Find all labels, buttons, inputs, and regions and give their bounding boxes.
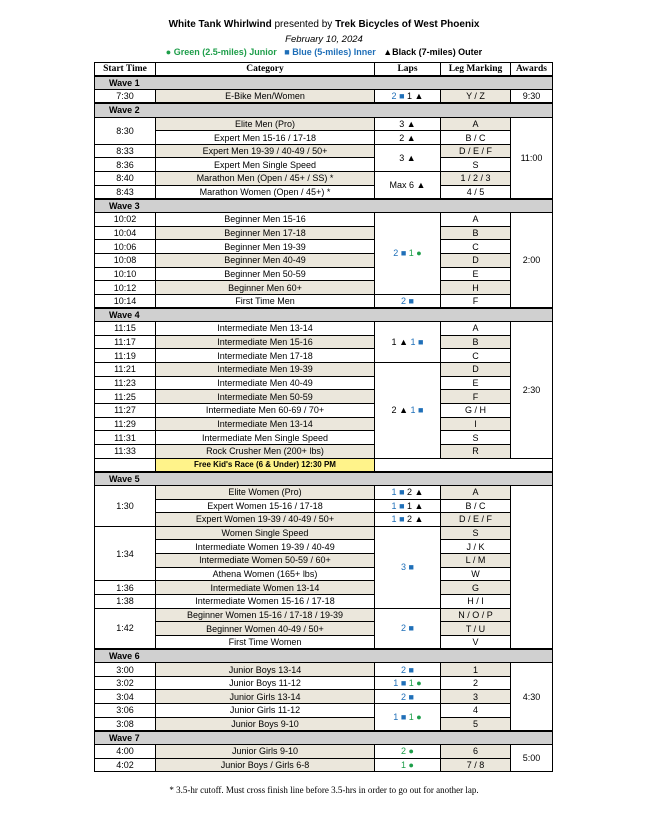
category: Beginner Women 15-16 / 17-18 / 19-39	[156, 608, 375, 622]
schedule-row	[95, 376, 553, 390]
schedule-row	[95, 526, 553, 540]
laps: 1 ■ 2 ▲	[375, 513, 441, 527]
schedule-row	[95, 758, 553, 772]
leg-marking: 1	[441, 663, 511, 677]
category: Beginner Men 17-18	[156, 226, 375, 240]
category: Beginner Men 19-39	[156, 240, 375, 254]
schedule-row	[95, 90, 553, 104]
leg-marking: H / I	[441, 594, 511, 608]
laps: Max 6 ▲	[375, 172, 441, 199]
start-time: 11:27	[95, 404, 156, 418]
schedule-row	[95, 499, 553, 513]
schedule-row	[95, 267, 553, 281]
schedule-row	[95, 158, 553, 172]
course-legend	[0, 47, 648, 57]
leg-marking: B / C	[441, 131, 511, 145]
laps: 2 ■	[375, 690, 441, 704]
start-time: 10:12	[95, 281, 156, 295]
category: Junior Boys 9-10	[156, 717, 375, 731]
leg-marking: V	[441, 635, 511, 649]
leg-marking: Y / Z	[441, 90, 511, 104]
leg-marking: 6	[441, 745, 511, 759]
schedule-row	[95, 363, 553, 377]
schedule-row	[95, 131, 553, 145]
category: Elite Men (Pro)	[156, 117, 375, 131]
event-date: February 10, 2024	[285, 34, 363, 45]
wave-row	[95, 472, 553, 486]
category: Rock Crusher Men (200+ lbs)	[156, 444, 375, 458]
wave-label: Wave 5	[95, 472, 553, 486]
leg-marking: 2	[441, 676, 511, 690]
legend-green: ● Green (2.5-miles) Junior	[165, 47, 277, 57]
schedule-row	[95, 745, 553, 759]
schedule-row	[95, 444, 553, 458]
start-time: 7:30	[95, 90, 156, 104]
laps: 2 ■	[375, 294, 441, 308]
schedule-row	[95, 554, 553, 568]
leg-marking: F	[441, 390, 511, 404]
start-time: 11:17	[95, 335, 156, 349]
wave-label: Wave 7	[95, 731, 553, 745]
laps: 2 ■ 1 ▲	[375, 90, 441, 104]
awards-time: 2:30	[511, 322, 553, 458]
schedule-row	[95, 226, 553, 240]
laps: 2 ●	[375, 745, 441, 759]
start-time: 3:04	[95, 690, 156, 704]
schedule-row	[95, 172, 553, 186]
wave-label: Wave 2	[95, 103, 553, 117]
wave-label: Wave 4	[95, 308, 553, 322]
laps: 2 ■	[375, 608, 441, 649]
category: Elite Women (Pro)	[156, 485, 375, 499]
category: Intermediate Women 50-59 / 60+	[156, 554, 375, 568]
leg-marking: G / H	[441, 404, 511, 418]
leg-marking: D	[441, 253, 511, 267]
kids-race-label: Free Kid's Race (6 & Under) 12:30 PM	[156, 458, 375, 472]
start-time: 10:06	[95, 240, 156, 254]
wave-row	[95, 731, 553, 745]
column-header: Category	[156, 63, 375, 77]
start-time: 3:08	[95, 717, 156, 731]
leg-marking: 3	[441, 690, 511, 704]
category: Junior Girls 13-14	[156, 690, 375, 704]
category: Intermediate Men 50-59	[156, 390, 375, 404]
start-time: 8:30	[95, 117, 156, 144]
leg-marking: A	[441, 485, 511, 499]
schedule-row	[95, 635, 553, 649]
laps: 1 ●	[375, 758, 441, 772]
laps: 1 ■ 2 ▲	[375, 485, 441, 499]
leg-marking: 5	[441, 717, 511, 731]
laps: 2 ■	[375, 663, 441, 677]
leg-marking: S	[441, 158, 511, 172]
schedule-row	[95, 594, 553, 608]
start-time: 11:25	[95, 390, 156, 404]
leg-marking: 4	[441, 704, 511, 718]
leg-marking: C	[441, 240, 511, 254]
start-time: 10:08	[95, 253, 156, 267]
start-time: 10:10	[95, 267, 156, 281]
leg-marking: L / M	[441, 554, 511, 568]
schedule-row	[95, 485, 553, 499]
schedule-row	[95, 704, 553, 718]
start-time: 11:19	[95, 349, 156, 363]
leg-marking: 4 / 5	[441, 185, 511, 199]
leg-marking: I	[441, 417, 511, 431]
event-name: White Tank Whirlwind	[168, 19, 272, 30]
category: Intermediate Men 13-14	[156, 417, 375, 431]
leg-marking: A	[441, 322, 511, 336]
category: Beginner Men 60+	[156, 281, 375, 295]
category: First Time Men	[156, 294, 375, 308]
schedule-row	[95, 404, 553, 418]
schedule-row	[95, 676, 553, 690]
category: Expert Men Single Speed	[156, 158, 375, 172]
sponsor-name: Trek Bicycles of West Phoenix	[335, 19, 480, 30]
column-header: Awards	[511, 63, 553, 77]
schedule-row	[95, 581, 553, 595]
leg-marking: D	[441, 363, 511, 377]
leg-marking: T / U	[441, 622, 511, 636]
start-time: 11:23	[95, 376, 156, 390]
wave-label: Wave 1	[95, 76, 553, 90]
category: Athena Women (165+ lbs)	[156, 567, 375, 581]
category: Beginner Men 15-16	[156, 213, 375, 227]
category: Intermediate Men 15-16	[156, 335, 375, 349]
leg-marking: J / K	[441, 540, 511, 554]
category: Expert Women 15-16 / 17-18	[156, 499, 375, 513]
leg-marking: E	[441, 376, 511, 390]
category: Marathon Women (Open / 45+) *	[156, 185, 375, 199]
start-time: 10:02	[95, 213, 156, 227]
start-time: 11:21	[95, 363, 156, 377]
category: Expert Men 15-16 / 17-18	[156, 131, 375, 145]
laps: 2 ▲ 1 ■	[375, 363, 441, 458]
laps: 3 ■	[375, 526, 441, 608]
schedule-row	[95, 335, 553, 349]
category: Beginner Men 50-59	[156, 267, 375, 281]
leg-marking: A	[441, 117, 511, 131]
schedule-row	[95, 117, 553, 131]
laps: 3 ▲	[375, 117, 441, 131]
leg-marking: E	[441, 267, 511, 281]
wave-row	[95, 76, 553, 90]
header-row	[95, 63, 553, 77]
leg-marking: D / E / F	[441, 513, 511, 527]
schedule-row	[95, 213, 553, 227]
schedule-row	[95, 608, 553, 622]
awards-time: 4:30	[511, 663, 553, 731]
wave-label: Wave 6	[95, 649, 553, 663]
category: E-Bike Men/Women	[156, 90, 375, 104]
schedule-row	[95, 690, 553, 704]
schedule-row	[95, 349, 553, 363]
wave-row	[95, 308, 553, 322]
legend-blue: ■ Blue (5-miles) Inner	[284, 47, 376, 57]
category: First Time Women	[156, 635, 375, 649]
category: Beginner Women 40-49 / 50+	[156, 622, 375, 636]
start-time: 10:04	[95, 226, 156, 240]
start-time: 11:31	[95, 431, 156, 445]
category: Junior Boys / Girls 6-8	[156, 758, 375, 772]
start-time: 3:02	[95, 676, 156, 690]
schedule-row	[95, 253, 553, 267]
category: Intermediate Men 13-14	[156, 322, 375, 336]
start-time: 4:02	[95, 758, 156, 772]
start-time: 11:33	[95, 444, 156, 458]
leg-marking: 7 / 8	[441, 758, 511, 772]
start-time: 11:29	[95, 417, 156, 431]
wave-row	[95, 103, 553, 117]
wave-row	[95, 199, 553, 213]
wave-row	[95, 649, 553, 663]
category: Intermediate Men 40-49	[156, 376, 375, 390]
category: Intermediate Men 60-69 / 70+	[156, 404, 375, 418]
kids-race-row	[95, 458, 553, 472]
category: Marathon Men (Open / 45+ / SS) *	[156, 172, 375, 186]
laps: 1 ■ 1 ▲	[375, 499, 441, 513]
start-time: 11:15	[95, 322, 156, 336]
category: Intermediate Women 15-16 / 17-18	[156, 594, 375, 608]
category: Beginner Men 40-49	[156, 253, 375, 267]
column-header: Laps	[375, 63, 441, 77]
laps: 2 ▲	[375, 131, 441, 145]
laps: 2 ■ 1 ●	[375, 213, 441, 295]
leg-marking: H	[441, 281, 511, 295]
schedule-row	[95, 185, 553, 199]
schedule-table	[94, 62, 553, 772]
laps: 1 ■ 1 ●	[375, 676, 441, 690]
category: Intermediate Men 19-39	[156, 363, 375, 377]
laps: 1 ■ 1 ●	[375, 704, 441, 731]
presented-by: presented by	[274, 19, 333, 30]
start-time: 8:40	[95, 172, 156, 186]
wave-label: Wave 3	[95, 199, 553, 213]
schedule-row	[95, 663, 553, 677]
schedule-row	[95, 540, 553, 554]
category: Expert Women 19-39 / 40-49 / 50+	[156, 513, 375, 527]
start-time: 8:33	[95, 144, 156, 158]
awards-time: 2:00	[511, 213, 553, 308]
schedule-row	[95, 281, 553, 295]
start-time: 4:00	[95, 745, 156, 759]
start-time: 1:36	[95, 581, 156, 595]
schedule-row	[95, 390, 553, 404]
laps: 3 ▲	[375, 144, 441, 171]
leg-marking: G	[441, 581, 511, 595]
start-time: 3:06	[95, 704, 156, 718]
leg-marking: W	[441, 567, 511, 581]
schedule-row	[95, 294, 553, 308]
leg-marking: D / E / F	[441, 144, 511, 158]
leg-marking: S	[441, 526, 511, 540]
laps: 1 ▲ 1 ■	[375, 322, 441, 363]
category: Intermediate Men Single Speed	[156, 431, 375, 445]
awards-time: 5:00	[511, 745, 553, 772]
column-header: Leg Marking	[441, 63, 511, 77]
schedule-row	[95, 431, 553, 445]
awards-time: 11:00	[511, 117, 553, 199]
start-time: 3:00	[95, 663, 156, 677]
leg-marking: B	[441, 226, 511, 240]
schedule-row	[95, 322, 553, 336]
category: Women Single Speed	[156, 526, 375, 540]
leg-marking: C	[441, 349, 511, 363]
category: Junior Boys 13-14	[156, 663, 375, 677]
leg-marking: R	[441, 444, 511, 458]
leg-marking: N / O / P	[441, 608, 511, 622]
category: Intermediate Women 19-39 / 40-49	[156, 540, 375, 554]
start-time: 10:14	[95, 294, 156, 308]
category: Intermediate Women 13-14	[156, 581, 375, 595]
leg-marking: A	[441, 213, 511, 227]
schedule-row	[95, 717, 553, 731]
leg-marking: B / C	[441, 499, 511, 513]
legend-black: ▲Black (7-miles) Outer	[383, 47, 483, 57]
schedule-row	[95, 567, 553, 581]
schedule-row	[95, 513, 553, 527]
leg-marking: B	[441, 335, 511, 349]
leg-marking: 1 / 2 / 3	[441, 172, 511, 186]
start-time: 1:42	[95, 608, 156, 649]
start-time: 1:34	[95, 526, 156, 581]
start-time: 8:43	[95, 185, 156, 199]
start-time: 1:38	[95, 594, 156, 608]
schedule-row	[95, 240, 553, 254]
category: Expert Men 19-39 / 40-49 / 50+	[156, 144, 375, 158]
category: Junior Boys 11-12	[156, 676, 375, 690]
schedule-row	[95, 622, 553, 636]
leg-marking: S	[441, 431, 511, 445]
footnote: * 3.5-hr cutoff. Must cross finish line before 3.5-hrs in order to go out for another lap.	[169, 785, 479, 795]
schedule-row	[95, 417, 553, 431]
category: Intermediate Men 17-18	[156, 349, 375, 363]
leg-marking: F	[441, 294, 511, 308]
start-time: 1:30	[95, 485, 156, 526]
event-title	[0, 19, 648, 30]
category: Junior Girls 9-10	[156, 745, 375, 759]
schedule-row	[95, 144, 553, 158]
start-time: 8:36	[95, 158, 156, 172]
category: Junior Girls 11-12	[156, 704, 375, 718]
column-header: Start Time	[95, 63, 156, 77]
awards-time: 9:30	[511, 90, 553, 104]
awards-time	[511, 485, 553, 649]
